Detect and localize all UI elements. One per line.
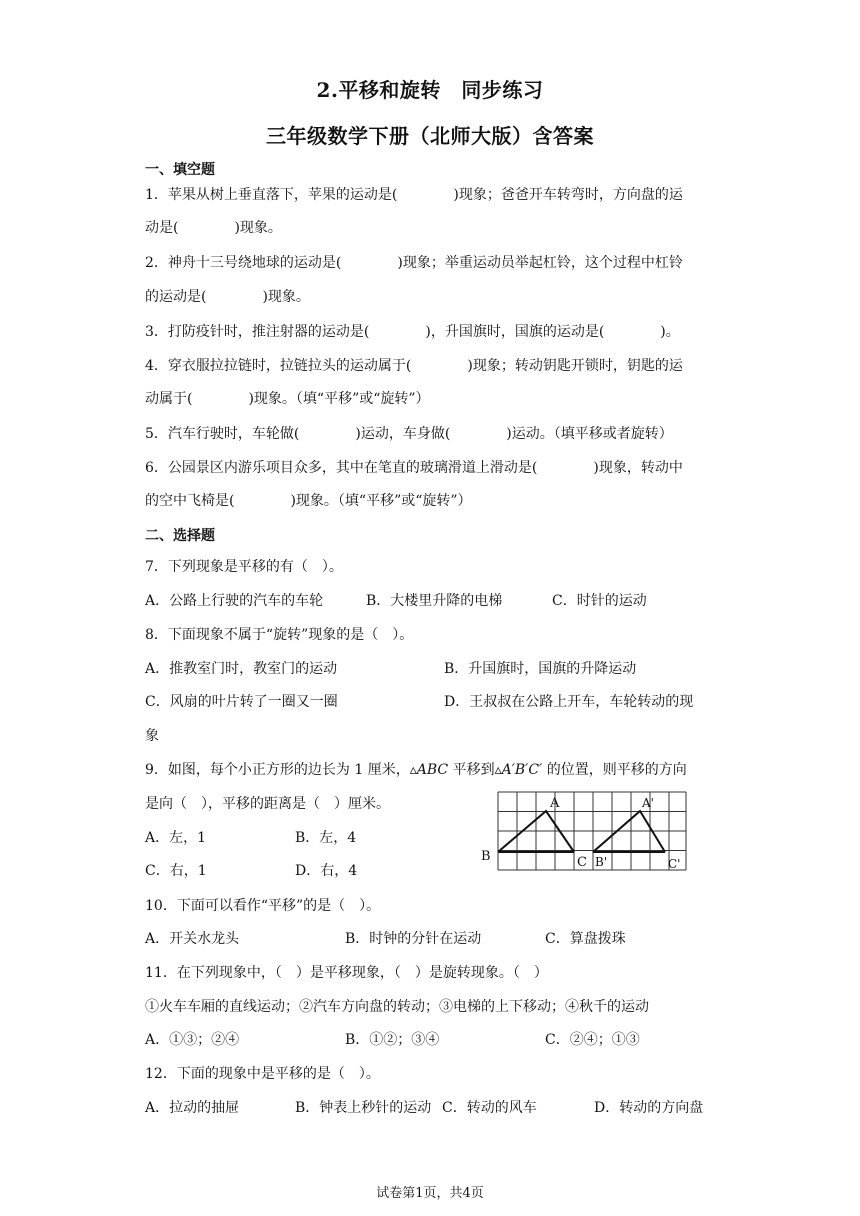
label-a: A xyxy=(550,796,560,811)
question-8-option-b: B．升国旗时，国旗的升降运动 xyxy=(444,661,637,677)
question-9-option-a: A．左，1 xyxy=(145,830,207,846)
question-9-stem-2: 是向（ ），平移的距离是（ ）厘米。 xyxy=(145,796,390,812)
question-12-option-a: A．拉动的抽屉 xyxy=(145,1100,240,1116)
question-10-stem: 10．下面可以看作“平移”的是（ ）。 xyxy=(145,898,381,914)
grid-lines xyxy=(498,792,686,870)
question-11-stem: 11．在下列现象中，（ ）是平移现象，（ ）是旋转现象。（ ） xyxy=(145,965,548,981)
question-2-line-1: 2．神舟十三号绕地球的运动是( )现象；举重运动员举起杠铃，这个过程中杠铃 xyxy=(145,255,683,271)
question-8-stem: 8．下面现象不属于“旋转”现象的是（ ）。 xyxy=(145,627,414,643)
question-9-stem-a: 9．如图，每个小正方形的边长为 1 厘米， xyxy=(145,762,410,778)
question-11-option-a: A．①③；②④ xyxy=(145,1032,240,1048)
triangle-abc-label: ▵ABC xyxy=(409,762,449,778)
section-fill-blank: 一、填空题 xyxy=(145,162,215,178)
label-b: B xyxy=(481,849,491,864)
question-10-option-b: B．时钟的分针在运动 xyxy=(345,931,482,947)
question-7-option-c: C．时针的运动 xyxy=(552,593,647,609)
question-1-line-1: 1．苹果从树上垂直落下，苹果的运动是( )现象；爸爸开车转弯时，方向盘的运 xyxy=(145,187,683,203)
question-7-stem: 7．下列现象是平移的有（ ）。 xyxy=(145,559,343,575)
question-8-option-d-cont: 象 xyxy=(145,728,159,744)
question-11-option-c: C．②④；①③ xyxy=(545,1032,640,1048)
section-choice: 二、选择题 xyxy=(145,528,215,544)
question-7-option-b: B．大楼里升降的电梯 xyxy=(366,593,503,609)
question-10-option-c: C．算盘拨珠 xyxy=(545,931,626,947)
question-12-stem: 12．下面的现象中是平移的是（ ）。 xyxy=(145,1066,380,1082)
question-5: 5．汽车行驶时，车轮做( )运动，车身做( )运动。（填平移或者旋转） xyxy=(145,426,673,442)
question-4-line-1: 4．穿衣服拉拉链时，拉链拉头的运动属于( )现象；转动钥匙开锁时，钥匙的运 xyxy=(145,358,683,374)
label-c: C xyxy=(577,855,587,870)
triangle-a2b2c2-label: ▵A′B′C′ xyxy=(494,762,543,778)
question-11-option-b: B．①②；③④ xyxy=(345,1032,440,1048)
question-9-stem-c: 的位置，则平移的方向 xyxy=(542,762,687,778)
question-8-option-d: D．王叔叔在公路上开车，车轮转动的现 xyxy=(444,694,694,710)
page-footer: 试卷第1页，共4页 xyxy=(376,1186,484,1201)
question-8-option-c: C．风扇的叶片转了一圈又一圈 xyxy=(145,694,338,710)
question-6-line-1: 6．公园景区内游乐项目众多，其中在笔直的玻璃滑道上滑动是( )现象，转动中 xyxy=(145,460,683,476)
question-9-option-b: B．左，4 xyxy=(295,830,357,846)
question-9-option-d: D．右，4 xyxy=(295,863,358,879)
label-c2: C' xyxy=(668,857,681,871)
question-1-line-2: 动是( )现象。 xyxy=(145,220,282,236)
question-12-option-b: B．钟表上秒针的运动 xyxy=(295,1100,432,1116)
label-a2: A' xyxy=(642,796,654,810)
question-6-line-2: 的空中飞椅是( )现象。（填“平移”或“旋转”） xyxy=(145,493,472,509)
question-3: 3．打防疫针时，推注射器的运动是( )，升国旗时，国旗的运动是( )。 xyxy=(145,324,680,340)
question-11-list: ①火车车厢的直线运动；②汽车方向盘的转动；③电梯的上下移动；④秋千的运动 xyxy=(145,999,649,1015)
question-9-stem xyxy=(145,760,687,780)
question-12-option-d: D．转动的方向盘 xyxy=(594,1100,704,1116)
question-9-stem-b: 平移到 xyxy=(448,762,495,778)
question-12-option-c: C．转动的风车 xyxy=(442,1100,537,1116)
page-subtitle: 三年级数学下册（北师大版）含答案 xyxy=(266,124,594,148)
question-10-option-a: A．开关水龙头 xyxy=(145,931,240,947)
question-8-option-a: A．推教室门时，教室门的运动 xyxy=(145,661,338,677)
question-7-option-a: A．公路上行驶的汽车的车轮 xyxy=(145,593,324,609)
translation-grid-figure xyxy=(480,788,690,878)
page-title: 2.平移和旋转 同步练习 xyxy=(316,78,544,102)
question-2-line-2: 的运动是( )现象。 xyxy=(145,289,310,305)
question-9-option-c: C．右，1 xyxy=(145,863,207,879)
label-b2: B' xyxy=(595,855,608,869)
question-4-line-2: 动属于( )现象。（填“平移”或“旋转”） xyxy=(145,391,430,407)
